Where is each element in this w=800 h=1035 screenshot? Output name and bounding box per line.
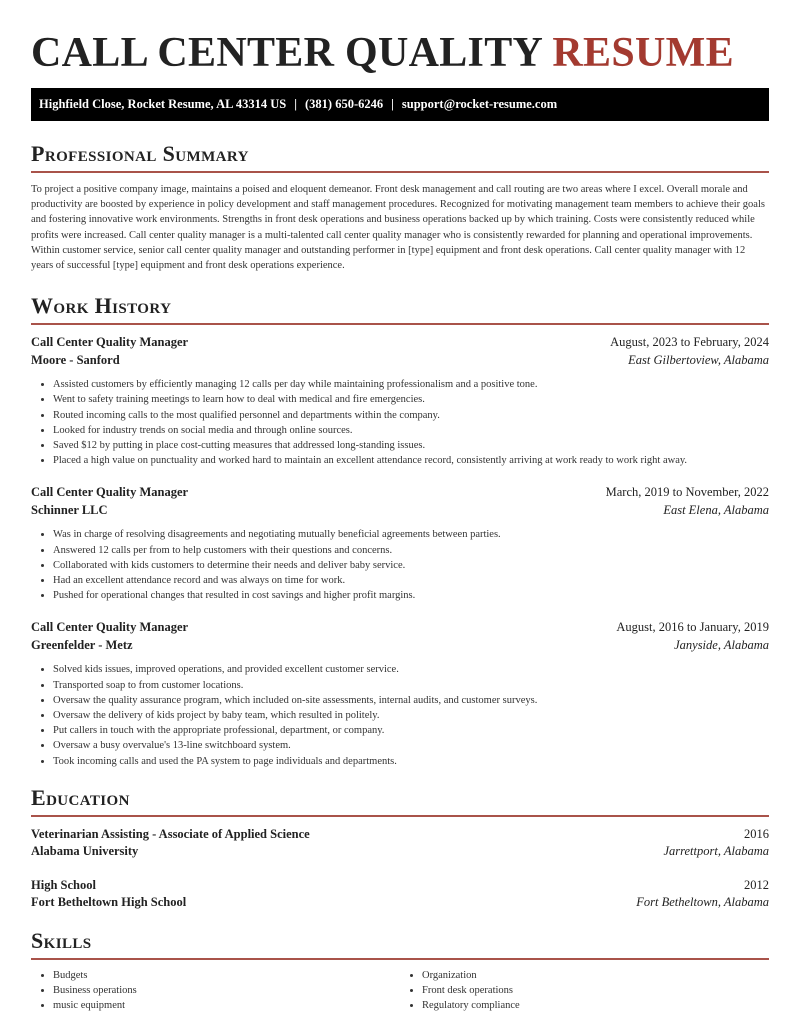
job-bullet: • Put callers in touch with the appropriate professional, department, or company. <box>53 723 769 738</box>
job-bullets <box>31 662 769 768</box>
job-entry <box>31 484 769 603</box>
job-company: Greenfelder - Metz <box>31 637 133 652</box>
resume-title <box>31 30 769 78</box>
skill-item: • Regulatory compliance <box>422 998 769 1013</box>
education-year: 2012 <box>744 877 769 892</box>
job-bullet: • Had an excellent attendance record and was always on time for work. <box>53 573 769 588</box>
job-bullet: • Transported soap to from customer locations. <box>53 678 769 693</box>
education-entry <box>31 877 769 912</box>
job-bullets <box>31 377 769 468</box>
skills-column-left <box>31 968 400 1014</box>
skill-item: • Budgets <box>53 968 400 983</box>
job-title: Call Center Quality Manager <box>31 335 189 350</box>
job-bullet: • Solved kids issues, improved operations, and provided excellent customer service. <box>53 662 769 677</box>
education-year: 2016 <box>744 826 769 841</box>
job-entry <box>31 619 769 768</box>
skills-list <box>31 968 769 1014</box>
skill-item: • Front desk operations <box>422 983 769 998</box>
job-location: East Gilbertoview, Alabama <box>628 352 769 367</box>
contact-bar <box>31 88 769 121</box>
contact-separator: | <box>391 97 394 111</box>
job-bullet: • Was in charge of resolving disagreements and negotiating mutually beneficial agreements between parties. <box>53 527 769 542</box>
contact-separator: | <box>294 97 297 111</box>
job-bullet: • Oversaw the quality assurance program, which included on-site assessments, internal audits, and customer surveys. <box>53 693 769 708</box>
job-company: Moore - Sanford <box>31 352 120 367</box>
job-title: Call Center Quality Manager <box>31 485 189 500</box>
education-school: Alabama University <box>31 844 139 859</box>
job-bullet: • Oversaw the delivery of kids project by baby team, which resulted in politely. <box>53 708 769 723</box>
job-entry <box>31 334 769 468</box>
skills-column-right <box>400 968 769 1014</box>
education-heading: Education <box>31 787 769 817</box>
education-location: Jarrettport, Alabama <box>663 844 769 859</box>
job-dates: August, 2023 to February, 2024 <box>610 335 769 350</box>
skill-item: • Business operations <box>53 983 400 998</box>
job-bullets <box>31 527 769 603</box>
job-bullet: • Routed incoming calls to the most qualified personnel and departments within the company. <box>53 408 769 423</box>
skill-item: • Organization <box>422 968 769 983</box>
skill-item: • music equipment <box>53 998 400 1013</box>
education-degree: High School <box>31 877 96 892</box>
job-location: Janyside, Alabama <box>674 637 769 652</box>
job-title: Call Center Quality Manager <box>31 620 189 635</box>
job-dates: August, 2016 to January, 2019 <box>616 620 769 635</box>
summary-text: To project a positive company image, maintains a poised and eloquent demeanor. Front desk management and call routing are two areas where I excel. Overall morale and productivity are boosted by experience in policy development and staff management procedures. Recognized for motivating management team members to achieve their goals and fostering innovative work environments. Strengths in front desk operations and business operations backed up by which training. Costs were consistently reduced while profits were increased. Call center quality manager is a multi-talented call center quality manager who is consistently rewarded for planning and operational improvements. Within customer service, senior call center quality manager and outstanding performer in [type] equipment and front desk operations. Call center quality manager with 12 years of successful [type] equipment and front desk operations experience. <box>31 184 765 272</box>
job-bullet: • Answered 12 calls per from to help customers with their questions and concerns. <box>53 543 769 558</box>
job-bullet: • Assisted customers by efficiently managing 12 calls per day while maintaining professionalism and a positive tone. <box>53 377 769 392</box>
contact-address: Highfield Close, Rocket Resume, AL 43314 US <box>39 97 287 111</box>
job-dates: March, 2019 to November, 2022 <box>605 485 769 500</box>
summary-heading: Professional Summary <box>31 143 769 173</box>
education-degree: Veterinarian Assisting - Associate of Applied Science <box>31 826 310 841</box>
education-school: Fort Betheltown High School <box>31 895 187 910</box>
job-company: Schinner LLC <box>31 502 108 517</box>
job-bullet: • Pushed for operational changes that resulted in cost savings and higher profit margins. <box>53 588 769 603</box>
work-history-heading: Work History <box>31 295 769 325</box>
title-accent: RESUME <box>552 30 734 76</box>
job-bullet: • Oversaw a busy overvalue's 13-line switchboard system. <box>53 738 769 753</box>
job-bullet: • Took incoming calls and used the PA system to page individuals and departments. <box>53 754 769 769</box>
job-bullet: • Placed a high value on punctuality and worked hard to maintain an excellent attendance record, consistently arriving at work ready to work right away. <box>53 453 769 468</box>
job-bullet: • Saved $12 by putting in place cost-cutting measures that addressed long-standing issues. <box>53 438 769 453</box>
job-bullet: • Went to safety training meetings to learn how to deal with medical and fire emergencies. <box>53 392 769 407</box>
job-bullet: • Looked for industry trends on social media and through online sources. <box>53 423 769 438</box>
job-location: East Elena, Alabama <box>663 502 769 517</box>
contact-phone[interactable]: (381) 650-6246 <box>305 97 384 111</box>
skills-heading: Skills <box>31 930 769 960</box>
contact-email[interactable]: support@rocket-resume.com <box>401 97 558 111</box>
title-main: CALL CENTER QUALITY <box>31 30 542 76</box>
education-location: Fort Betheltown, Alabama <box>636 895 769 910</box>
job-bullet: • Collaborated with kids customers to determine their needs and deliver baby service. <box>53 558 769 573</box>
education-entry <box>31 826 769 861</box>
